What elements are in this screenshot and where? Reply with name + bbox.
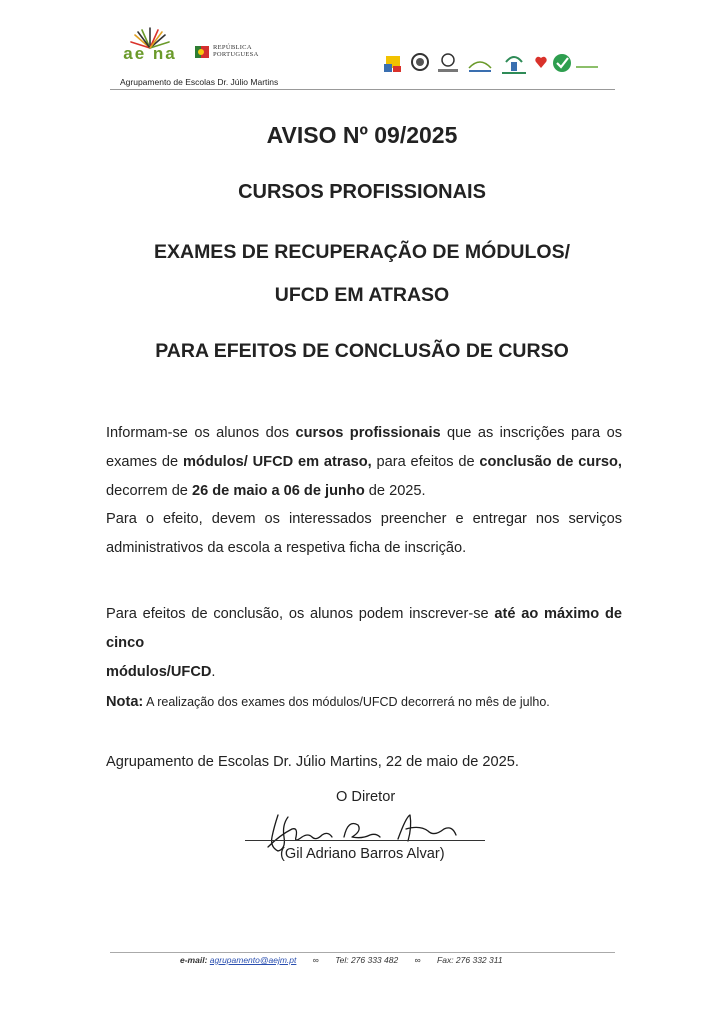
separator-icon: ∞ — [312, 955, 319, 965]
letterhead — [110, 22, 615, 90]
partner-logo-4 — [466, 50, 494, 76]
portugal-flag-icon — [195, 46, 209, 58]
note-text: A realização dos exames dos módulos/UFCD decorrerá no mês de julho. — [143, 695, 550, 709]
phone-number: Tel: 276 333 482 — [335, 955, 399, 965]
republica-text: REPÚBLICA PORTUGUESA — [213, 44, 259, 58]
heart-icon — [534, 50, 548, 76]
paragraph-line — [106, 448, 622, 477]
paragraph-line: Para o efeito, devem os interessados preencher e entregar nos serviços — [106, 511, 622, 527]
fax-number: Fax: 276 332 311 — [437, 955, 503, 965]
text-run: . — [211, 664, 216, 680]
separator-icon: ∞ — [414, 955, 421, 965]
text-run: de 2025. — [364, 483, 426, 499]
bold-run: módulos/ UFCD em atraso, — [182, 454, 372, 470]
note — [106, 688, 622, 717]
partner-logos — [380, 50, 605, 78]
bold-run: cursos profissionais — [295, 425, 441, 441]
header-divider — [110, 89, 615, 90]
paragraph-line — [106, 658, 622, 687]
partner-logo-1 — [382, 50, 404, 76]
bold-run: conclusão de curso, — [479, 454, 622, 470]
email-link[interactable]: agrupamento@aejm.pt — [209, 955, 297, 965]
school-logo — [120, 26, 180, 76]
bold-run: 26 de maio a 06 de junho — [191, 483, 365, 499]
bold-run: até ao máximo de cinco — [106, 606, 622, 651]
exam-heading-line1: EXAMES DE RECUPERAÇÃO DE MÓDULOS/ — [153, 241, 571, 263]
purpose-heading: PARA EFEITOS DE CONCLUSÃO DE CURSO — [155, 340, 569, 362]
paragraph-line — [106, 419, 622, 448]
notice-title: AVISO Nº 09/2025 — [266, 122, 458, 148]
partner-logo-5 — [500, 50, 528, 76]
partner-logo-2 — [410, 50, 430, 76]
paragraph-line — [106, 477, 622, 506]
partner-logo-check — [552, 50, 602, 76]
note-label: Nota: — [106, 694, 144, 710]
bold-run: módulos/UFCD — [106, 664, 212, 680]
partner-logo-3 — [436, 50, 460, 76]
director-name: (Gil Adriano Barros Alvar) — [280, 846, 445, 862]
course-heading: CURSOS PROFISSIONAIS — [238, 181, 486, 203]
paragraph-line — [106, 600, 622, 658]
text-run: decorrem de — [106, 483, 192, 499]
footer-divider — [110, 952, 615, 953]
logo-text: ae na — [123, 44, 177, 63]
director-title: O Diretor — [336, 789, 396, 805]
exam-heading-line2: UFCD EM ATRASO — [274, 284, 450, 306]
school-name: Agrupamento de Escolas Dr. Júlio Martins — [120, 77, 279, 87]
text-run: Informam-se os alunos dos — [106, 425, 296, 441]
text-run: para efeitos de — [371, 454, 480, 470]
paragraph-line: administrativos da escola a respetiva ficha de inscrição. — [106, 540, 467, 556]
paragraph-enrollment — [106, 419, 622, 506]
email-label: e-mail: — [180, 955, 208, 965]
signature-line — [245, 840, 485, 841]
paragraph-limit — [106, 600, 622, 687]
text-run: que as inscrições para os — [440, 425, 622, 441]
footer-contacts — [180, 955, 503, 965]
paragraph-instructions — [106, 505, 622, 563]
text-run: exames de — [106, 454, 183, 470]
text-run: Para efeitos de conclusão, os alunos podem inscrever-se — [106, 606, 495, 622]
place-and-date: Agrupamento de Escolas Dr. Júlio Martins, 22 de maio de 2025. — [106, 754, 519, 770]
